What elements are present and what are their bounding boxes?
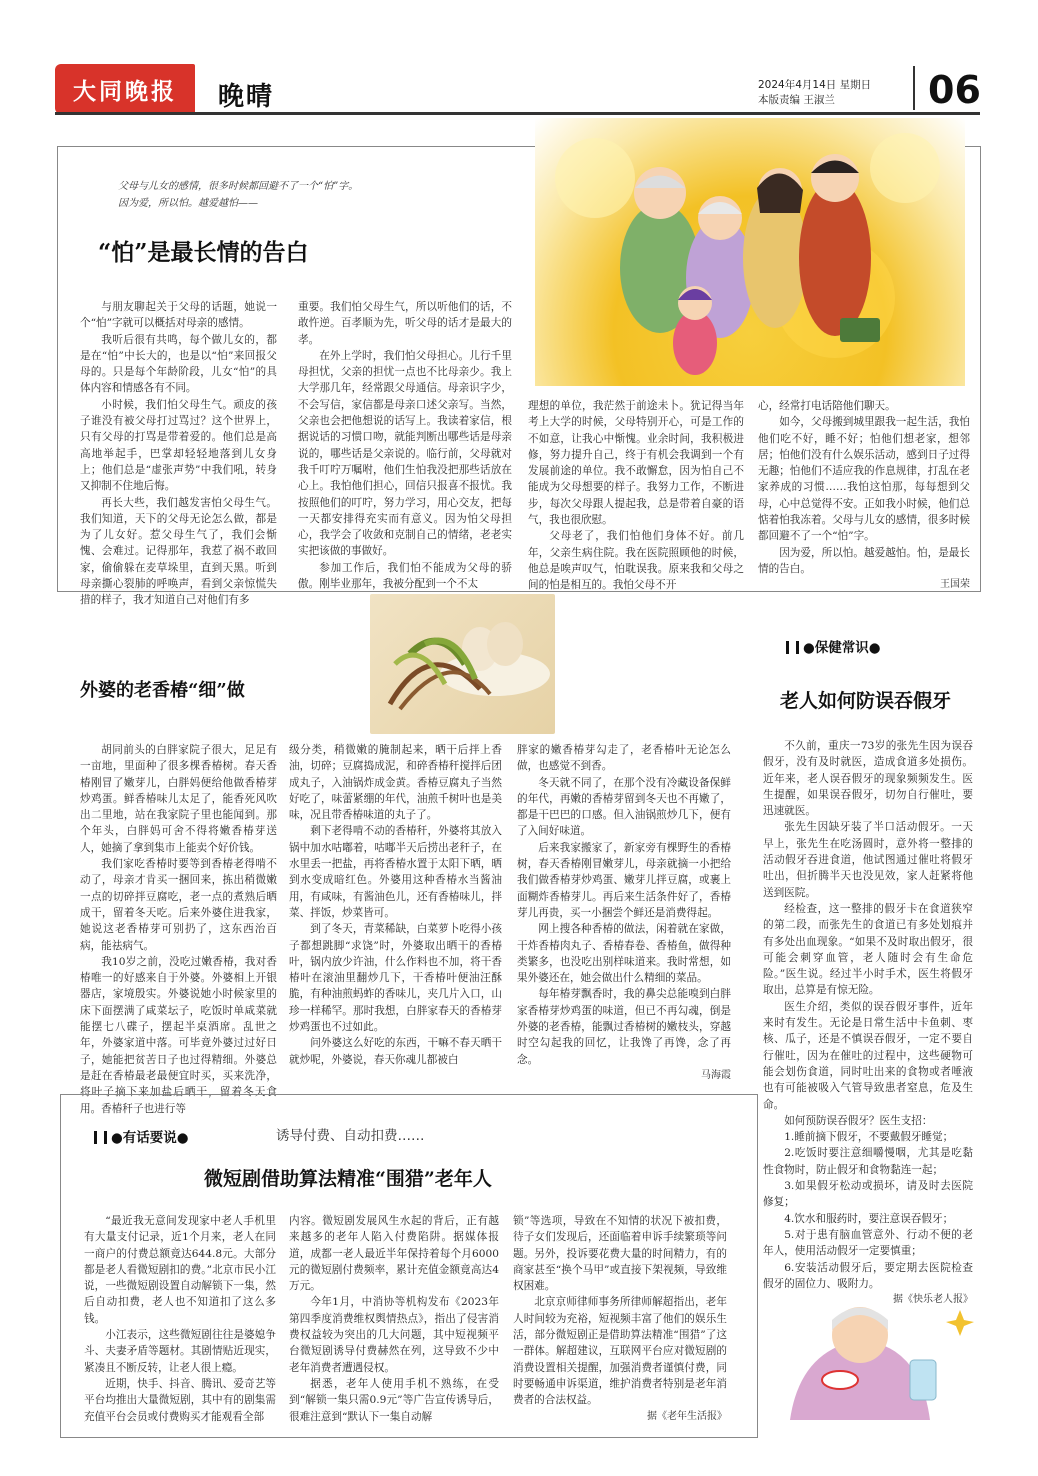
article4-column-3 — [513, 1213, 727, 1431]
paragraph: 剩下老得啃不动的香椿秆，外婆将其放入锅中加水咕嘟着，咕嘟半天后捞出老秆子，在水里丢一把盐，再将香椿水置于太阳下晒，晒到水变成暗红色。外婆用这种香椿水当酱油用，有咸味，有酱油色儿，还有香椿味儿，拌菜、拌饭，炒菜皆可。 — [289, 825, 502, 919]
newspaper-logo: 大同晚报 — [55, 64, 195, 114]
article4-kicker: 诱导付费、自动扣费…… — [276, 1128, 425, 1144]
article4-column-2 — [289, 1213, 499, 1431]
toona-sprouts-photo — [370, 594, 555, 734]
tag-label: 保健常识 — [814, 640, 869, 656]
article2-title: 外婆的老香椿“细”做 — [80, 680, 245, 701]
article2-author: 马海霞 — [701, 1069, 731, 1081]
paragraph: 小江表示，这些微短剧往往是婆媳争斗、夫妻矛盾等题材。其剧情贴近现实，紧凑且不断反转，让老人很上瘾。 — [84, 1329, 276, 1374]
intro-line: 因为爱，所以怕。越爱越怕—— — [118, 198, 258, 209]
article2-column-3 — [517, 742, 731, 1081]
article1-column-3 — [528, 398, 744, 592]
paragraph: 问外婆这么好吃的东西，干嘛不春天晒干就炒呢，外婆说，春天你魂儿都被白 — [289, 1037, 502, 1066]
paragraph: 今年1月，中消协等机构发布《2023年第四季度消费维权舆情热点》，指出了侵害消费权益较为突出的几大问题，其中短视频平台微短剧诱导付费赫然在列，这导致不少中老年消费者遭遇侵权。 — [289, 1296, 499, 1374]
article2-column-2 — [289, 742, 502, 1072]
paragraph: 胖家的嫩香椿芽勾走了，老香椿叶无论怎么做，也感觉不到香。 — [517, 744, 731, 773]
tag-bars-icon — [786, 641, 799, 654]
article1-title: “怕”是最长情的告白 — [98, 239, 309, 266]
paragraph: 到了冬天，青菜稀缺，白菜萝卜吃得小孩子都想跳脚“求饶”时，外婆取出晒干的香椿叶，锅内放少许油，什么作料也不加，将干香椿叶在滚油里翻炒几下，干香椿叶便油汪酥脆，有种油煎蚂蚱的香味儿，夹几片入口，山珍一样稀罕。那时我想，白胖家春天的香椿芽炒鸡蛋也不过如此。 — [289, 923, 502, 1034]
opinion-tag: ●有话要说● — [94, 1126, 189, 1146]
paragraph: 北京京师律师事务所律师解超指出，老年人时间较为充裕，短视频丰富了他们的娱乐生活，部分微短剧正是借助算法精准“围猎”了这一群体。解超建议，互联网平台应对微短剧的消费设置相关提醒，加强消费者谨慎付费，同时要畅通申诉渠道，维护消费者特别是老年消费者的合法权益。 — [513, 1296, 727, 1407]
paragraph: 张先生因缺牙装了半口活动假牙。一天早上，张先生在吃汤圆时，意外将一整排的活动假牙吞进食道，他试图通过催吐将假牙吐出，但折腾半天也没见效，家人赶紧将他送到医院。 — [763, 821, 973, 899]
paragraph: 冬天就不同了，在那个没有冷藏设备保鲜的年代，再嫩的香椿芽留到冬天也不再嫩了，都是干巴巴的口感。但入油锅煎炒几下，便有了入间好味道。 — [517, 776, 731, 838]
paragraph: 我10岁之前，没吃过嫩香椿，我对香椿唯一的好感来自于外婆。外婆相上开银器店，家境殷实。外婆说她小时候家里的床下面摆满了咸菜坛子，吃饭时单咸菜就能摆七八碟子，摆起半桌酒席。乱世之年，外婆家道中落。可毕竟外婆过过好日子，她能把贫苦日子也过得精细。外婆总是赶在香椿最老最便宜时买，买来洗净，将叶子摘下来加盐后晒干，留着冬天食用。香椿秆子也进行等 — [80, 955, 277, 1115]
paragraph: 在外上学时，我们怕父母担心。儿行千里母担忧，父亲的担忧一点也不比母亲少。我上大学那几年，经常跟父母通信。母亲识字少，不会写信，家信都是母亲口述父亲写。当然，父亲也会把他想说的话写上。我读着家信，根据说话的习惯口吻，就能判断出哪些话是母亲说的，哪些话是父亲说的。临行前，父母就对我千叮咛万嘱咐，他们生怕我没把那些话放在心上。我怕他们担心，回信只报喜不报忧。我按照他们的叮咛，努力学习，用心交友，把每一天都安排得充实而有意义。因为怕父母担心，我学会了收敛和克制自己的情绪，老老实实把该做的事做好。 — [298, 349, 512, 558]
paragraph: 小时候，我们怕父母生气。顽皮的孩子谁没有被父母打过骂过？这个世界上，只有父母的打骂是带着爱的。他们总是高高地举起手，巴掌却轻轻地落到儿女身上；他们总是“虚张声势”中我们吼，转身又抑制不住地后悔。 — [80, 398, 277, 493]
list-item: 2.吃饭时要注意细嚼慢咽，尤其是吃黏性食物时，防止假牙和食物黏连一起； — [763, 1147, 973, 1176]
paragraph: 医生介绍，类似的误吞假牙事件，近年来时有发生。无论是日常生活中卡鱼刺、枣核、瓜子，还是不慎误吞假牙，一定不要自行催吐，因为在催吐的过程中，这些硬物可能会划伤食道，同时吐出来的食物或者唾液也有可能被吸入气管导致患者窒息，危及生命。 — [763, 1000, 973, 1111]
paragraph: 级分类，稍微嫩的腌制起来，晒干后拌上香油，切碎；豆腐捣成泥，和碎香椿秆搅拌后团成丸子，入油锅炸成金黄。香椿豆腐丸子当然好吃了，味蕾紧绷的年代，油煎千树叶也是美味，况且带香椿味道的丸子了。 — [289, 744, 502, 822]
paragraph: 内容。微短剧发展风生水起的背后，正有越来越多的老年人陷入付费陷阱。据媒体报道，成都一老人最近半年保持着每个月6000元的微短剧付费频率，累计充值金额竟高达4万元。 — [289, 1215, 499, 1293]
header-rule — [55, 112, 980, 115]
article1-column-4 — [758, 398, 970, 591]
issue-date: 2024年4月14日 星期日 — [758, 79, 872, 91]
health-tag: ●保健常识● — [786, 636, 881, 656]
paragraph: 不久前，重庆一73岁的张先生因为误吞假牙，没有及时就医，造成食道多处损伤。近年来，老人误吞假牙的现象频频发生。医生提醒，如果误吞假牙，切勿自行催吐，要迅速就医。 — [763, 740, 973, 818]
paragraph: 心，经常打电话陪他们聊天。 — [758, 400, 896, 412]
paragraph: 因为爱，所以怕。越爱越怕。怕，是最长情的告白。 — [758, 546, 970, 575]
article3-body — [763, 738, 973, 1306]
header-divider — [913, 66, 915, 110]
list-item: 5.对于患有脑血管意外、行动不便的老年人，使用活动假牙一定要慎重； — [763, 1228, 973, 1258]
paragraph: 如何预防误吞假牙？医生支招： — [784, 1114, 933, 1127]
paragraph: 锁”等选项，导致在不知情的状况下被扣费，待子女们发现后，还面临着申诉手续繁琐等问题。另外，投诉要花费大量的时间精力，有的商家甚至“换个马甲”或直接下架视频，导致维权困难。 — [513, 1215, 727, 1293]
paragraph: 网上搜各种香椿的做法，闲着就在家做，干炸香椿肉丸子、香椿春卷、香椿鱼，做得种类繁多，也没吃出别样味道来。我时常想，如果外婆还在，她会做出什么精细的菜品。 — [517, 923, 731, 985]
article4-title: 微短剧借助算法精准“围猎”老年人 — [204, 1168, 492, 1190]
tag-label: 有话要说 — [122, 1130, 177, 1146]
issue-info — [758, 78, 871, 108]
paragraph: “最近我无意间发现家中老人手机里有大量支付记录，近1个月来，老人在同一商户的付费总额竟达644.8元。大部分都是老人看微短剧扣的费。”北京市民小江说，一些微短剧设置自动解锁下一集，然后自动扣费，老人也不知道扣了这么多钱。 — [84, 1215, 276, 1325]
list-item: 1.睡前摘下假牙，不要戴假牙睡觉； — [784, 1131, 954, 1144]
article4-column-1 — [84, 1213, 276, 1431]
paragraph: 父母老了，我们怕他们身体不好。前几年，父亲生病住院。我在医院照顾他的时候，他总是唉声叹气，怕耽误我。原来我和父母之间的怕是相互的。我怕父母不开 — [528, 530, 744, 592]
paragraph: 近期，快手、抖音、腾讯、爱奇艺等平台均推出大量微短剧，其中有的剧集需充值平台会员或付费购买才能观看全部 — [84, 1377, 276, 1423]
article2-column-1 — [80, 742, 277, 1115]
tag-bars-icon — [94, 1131, 107, 1144]
page-number: 06 — [928, 68, 981, 112]
article4-source: 据《老年生活报》 — [647, 1410, 727, 1422]
list-item: 3.如果假牙松动或损坏，请及时去医院修复； — [763, 1180, 973, 1209]
paragraph: 据悉，老年人使用手机不熟练，在受到“解锁一集只需0.9元”等广告宣传诱导后，很难注意到“默认下一集自动解 — [289, 1377, 499, 1423]
paragraph: 后来我家搬家了，新家旁有棵野生的香椿树，春天香椿刚冒嫩芽儿，母亲就摘一小把给我们做香椿芽炒鸡蛋、嫩芽儿拌豆腐，或裹上面糊炸香椿芽儿。再后来生活条件好了，香椿芽儿再贵，买一小捆尝个鲜还是消费得起。 — [517, 841, 731, 919]
paragraph: 我听后很有共鸣，每个做儿女的，都是在“怕”中长大的，也是以“怕”来回报父母的。只是每个年龄阶段，儿女“怕”的具体内容和情感各有不同。 — [80, 333, 277, 395]
section-title: 晚晴 — [218, 82, 275, 112]
family-illustration — [535, 118, 965, 386]
article1-column-2 — [298, 299, 512, 591]
intro-line: 父母与儿女的感情，很多时候都回避不了一个“怕”字。 — [118, 181, 359, 192]
paragraph: 与朋友聊起关于父母的话题，她说一个“怕”字就可以概括对母亲的感情。 — [80, 301, 277, 330]
paragraph: 我们家吃香椿时要等到香椿老得啃不动了，母亲才肯买一捆回来，拣出稍微嫩一点的切碎拌豆腐吃，老一点的煮熟后晒成干，留着冬天吃。后来外婆住进我家，她说这老香椿芽可别扔了，这东西治百病，能祛病气。 — [80, 858, 277, 952]
paragraph: 重要。我们怕父母生气，所以听他们的话，不敢忤逆。百孝顺为先，听父母的话才是最大的孝。 — [298, 301, 512, 346]
paragraph: 理想的单位，我茫然于前途未卜。犹记得当年考上大学的时候，父母特别开心，可是工作的不如意，让我心中惭愧。业余时间，我积极进修，努力提升自己，终于有机会我调到一个有发展前途的单位。我不敢懈怠，因为怕自己不能成为父母想要的样子。我努力工作，不断进步，每次父母跟人提起我，总是带着自豪的语气，我也很欣慰。 — [528, 400, 744, 527]
paragraph: 经检查，这一整排的假牙卡在食道狭窄的第二段，而张先生的食道已有多处划痕并有多处出血现象。“如果不及时取出假牙，很可能会刺穿血管，老人随时会有生命危险。”医生说。经过半小时手术，医生将假牙取出，总算是有惊无险。 — [763, 902, 973, 997]
list-item: 6.安装活动假牙后，要定期去医院检查假牙的固位力、吸附力。 — [763, 1261, 973, 1290]
paragraph: 每年椿芽飘香时，我的鼻尖总能嗅到白胖家香椿芽炒鸡蛋的味道，但已不再勾魂，倒是外婆的老香椿，能飘过香椿树的嫩枝头，穿越时空勾起我的回忆，让我馋了再馋，念了再念。 — [517, 988, 731, 1066]
paragraph: 如今，父母搬到城里跟我一起生活，我怕他们吃不好，睡不好；怕他们想老家，想邻居；怕他们没有什么娱乐活动，感到日子过得无趣；怕他们不适应我的作息规律，打乱在老家养成的习惯……我怕这怕那，每每想到父母，心中总觉得不安。正如我小时候，他们总惦着怕我冻着。父母与儿女的感情，很多时候都回避不了一个“怕”字。 — [758, 416, 970, 543]
paragraph: 参加工作后，我们怕不能成为父母的骄傲。刚毕业那年，我被分配到一个不太 — [298, 561, 512, 591]
paragraph: 胡同前头的白胖家院子很大，足足有一亩地，里面种了很多棵香椿树。春天香椿刚冒了嫩芽儿，白胖妈便给他做香椿芽炒鸡蛋。鲜香椿味儿太足了，能香死风吹出二里地，站在我家院子里也能闻到。那个年头，白胖妈可舍不得将嫩香椿芽送人，她摘了拿到集市上能卖个好价钱。 — [80, 744, 277, 854]
article1-intro — [118, 178, 418, 212]
article3-title: 老人如何防误吞假牙 — [780, 690, 952, 712]
list-item: 4.饮水和服药时，要注意误吞假牙； — [784, 1212, 954, 1225]
paragraph: 再长大些，我们越发害怕父母生气。我们知道，天下的父母无论怎么做，都是为了儿女好。惹父母生气了，我们会惭愧、会难过。记得那年，我惹了祸不敢回家，偷偷躲在麦草垛里，直到天黑。听到母亲撕心裂肺的呼唤声，看到父亲惊慌失措的样子，我才知道自己对他们有多 — [80, 496, 277, 607]
elder-with-denture-illustration — [780, 1300, 975, 1420]
article1-author: 王国荣 — [940, 579, 970, 591]
article1-column-1 — [80, 299, 277, 607]
article3-source: 据《快乐老人报》 — [893, 1294, 973, 1306]
page-editor: 本版责编 王淑兰 — [758, 94, 835, 106]
